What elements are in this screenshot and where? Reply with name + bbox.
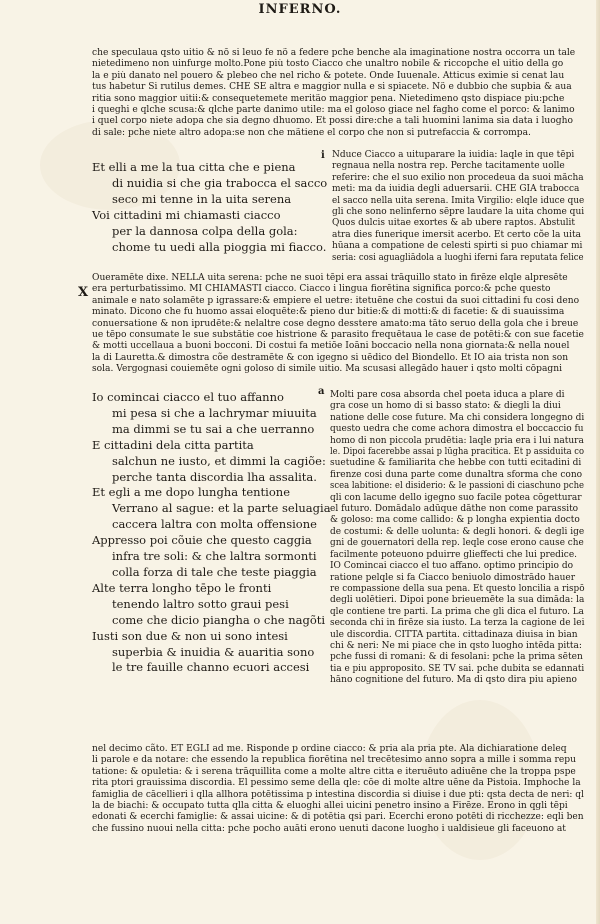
initial-marker: i <box>321 150 325 161</box>
commentary-line: IO Comincai ciacco el tuo affano. optimo principio do <box>330 561 574 572</box>
commentary-line: hāno cognitione del futuro. Ma di qsto dira piu apieno <box>330 675 577 686</box>
commentary-line: ule discordia. CITTA partita. cittadinaza diuisa in bian <box>330 629 578 640</box>
verse-line: Io comincai ciacco el tuo affanno <box>92 390 284 404</box>
commentary-line: la de biachi: & occupato tutta qlla citta & eluoghi allei uicini penetro insino a Firēze. Erono in qgli tēpi <box>92 801 568 812</box>
verse-line: salchun ne iusto, et dimmi la cagiõe: <box>112 453 326 468</box>
verse-line: Alte terra longho tēpo le fronti <box>92 580 272 595</box>
commentary-line: la e più danato nel pouero & plebeo che nel richo & potete. Onde Iuuenale. Atticus eximie si cenat lau <box>92 70 565 81</box>
verse-line: seco mi tenne in la uita serena <box>112 191 292 206</box>
commentary-line: questo uedra che come achora dimostra el boccaccio fu <box>330 424 584 435</box>
commentary-line: atra dies funerique imersit acerbo. Et certo cõe la uita <box>332 229 581 240</box>
commentary-line: tia e piu approposito. SE TV sai. pche dubita se edannati <box>330 663 585 674</box>
verse-line: ma dimmi se tu sai a che uerranno <box>112 421 315 436</box>
verse-line: per la dannosa colpa della gola: <box>112 223 298 238</box>
commentary-line: seria: cosi aguagliādola a luoghi iferni fara reputata felice <box>332 252 584 263</box>
commentary-line: conuersatione & non iprudēte:& nelaltre cose degno desstere amato:ma tāto seruo della gola che i breue <box>92 318 579 329</box>
commentary-line: sola. Vergognasi couiemēte ogni goloso di simile uitio. Ma scusasi allegādo hauer i qsto molti cōpagni <box>92 364 562 375</box>
commentary-line: el futuro. Domādalo adūque dāthe non come parassito <box>330 504 579 515</box>
margin-mark-x: X <box>78 285 89 300</box>
commentary-line: tus habetur Si rutilus demes. CHE SE altra e maggior nulla e si spiacete. Nõ e dubbio che supbia & aua <box>92 82 572 93</box>
verse-block-1 <box>92 160 327 255</box>
verse-line: Appresso poi cõuie che questo caggia <box>92 533 312 548</box>
commentary-line: de costumi: & delle uolunta: & degli honori. & degli ige <box>330 526 585 537</box>
verse-line: mi pesa si che a lachrymar miuuita <box>112 405 317 420</box>
commentary-line: suetudine & familiarita che hebbe con tutti ecitadini di <box>330 458 582 469</box>
commentary-line: gra cose un homo di si basso stato: & diegli la diui <box>330 401 561 412</box>
commentary-line: referire: che el suo exilio non procedeua da suoi măcha <box>332 172 584 183</box>
commentary-line: famiglia de cācellieri i qlla allhora potētissima p intestina discordia si diuise i due pti: qsta decta de neri: ql <box>92 789 584 800</box>
verse-line: Verrano al sague: et la parte seluagia <box>112 501 331 516</box>
commentary-line: scea labitione: el disiderio: & le passioni di ciaschuno pche <box>330 481 585 492</box>
commentary-line: ritia sono maggior uitii:& consequetemete meritão maggior pena. Nietedimeno qsto dispiace piu:pche <box>92 93 565 104</box>
commentary-line: tatione: & opuletia: & i serena trāquillita come a molte altre citta e iteruēuto adiuēne che la troppa pspe <box>92 766 576 777</box>
verse-line: E cittadini dela citta partita <box>92 437 254 452</box>
commentary-line: Oueramēte dixe. NELLA uita serena: pche ne suoi tēpi era assai trāquillo stato in firēze elqle alpresēte <box>92 273 568 283</box>
commentary-line: firenze cosi duna parte come dunaltra sforma che cono <box>330 469 583 480</box>
middle-commentary <box>92 273 584 376</box>
verse-line: Voi cittadini mi chiamasti ciacco <box>92 207 281 222</box>
commentary-line: pche fussi di romani: & di fesolani: pche la prima sēten <box>330 652 583 663</box>
verse-line: le tre fauille channo ecuori accesi <box>112 660 310 675</box>
right-commentary-2 <box>330 390 584 687</box>
verse-block-2 <box>92 390 331 676</box>
commentary-line: regnaua nella nostra rep. Perche tacitamente uolle <box>332 161 565 172</box>
page-edge <box>596 0 600 924</box>
verse-line: tenendo laltro sotto graui pesi <box>112 596 289 611</box>
verse-line: perche tanta discordia lha assalita. <box>112 469 317 484</box>
commentary-line: chi & neri: Ne mi piace che in qsto luogho intēda pitta: <box>330 640 582 651</box>
commentary-line: natione delle cose future. Ma chi considera longegno di <box>330 412 585 423</box>
commentary-line: hūana a compatione de celesti spirti si puo chiamar mi <box>332 241 583 252</box>
commentary-line: la di Lauretta.& dimostra cõe destramēte & con igegno si uēdico del Biondello. Et IO aia trista non son <box>92 352 569 363</box>
commentary-line: che fussino nuoui nella citta: pche pocho auāti erono uenuti dacone luogho i ualdisieue gli faceuono at <box>92 823 566 834</box>
commentary-line: gli che sono nelinferno sēpre laudare la uita chome qui <box>332 207 585 218</box>
verse-line: di nuidia si che gia trabocca el sacco <box>112 175 328 190</box>
verse-line: caccera laltra con molta offensione <box>112 517 317 532</box>
commentary-line: meti: ma da iuidia degli aduersarii. CHE GIA trabocca <box>332 184 580 195</box>
commentary-line: minato. Dicono che fu huomo assai eloquēte:& pieno dur bitie:& di motti:& di facetie: & di suauissima <box>92 307 565 318</box>
verse-line: Et egli a me dopo lungha tentione <box>92 485 290 500</box>
commentary-line: el sacco nella uita serena. Imita Virgilio: elqle iduce que <box>332 195 585 206</box>
commentary-line: che speculaua qsto uitio & nõ si leuo fe nõ a federe pche benche ala imaginatione nostra occorra un tale <box>92 48 576 58</box>
commentary-line: Molti pare cosa absorda chel poeta iduca a plare di <box>330 390 565 400</box>
verse-line: colla forza di tale che teste piaggia <box>112 564 317 579</box>
commentary-line: edonati & ecerchi famiglie: & assai uicine: & di potētia qsi pari. Ecerchi erono potēti di ricchezze: eqli ben <box>92 812 584 823</box>
commentary-line: & goloso: ma come callido: & p longha expientia docto <box>330 515 580 526</box>
commentary-line: era perturbatissimo. MI CHIAMASTI ciacco. Ciacco i lingua fiorētina significa porco:& pche questo <box>92 284 551 295</box>
commentary-line: li parole e da notare: che essendo la republica fiorētina nel trecētesimo anno sopra a mille i somma repu <box>92 755 576 766</box>
commentary-line: facilmente poteuono pduirre glieffecti che lui predice. <box>330 549 578 560</box>
commentary-line: i queghi e qlche scusa:& qlche parte danimo utile: ma el goloso giace nel fagho come el porco: & lanimo <box>92 105 575 116</box>
commentary-line: homo di non piccola prudētia: laqle pria era i lui natura <box>330 435 584 446</box>
commentary-line: ue tēpo consumate le sue substātie coe histrione & parasito frequētaua le case de potēti:& con sue facetie <box>92 330 584 341</box>
commentary-line: Nduce Ciacco a uituparare la iuidia: laqle in que tēpi <box>332 150 575 160</box>
commentary-line: Quos dulcis uitae exortes & ab ubere raptos. Abstulit <box>332 218 575 229</box>
commentary-line: & motti uccellaua a buoni bocconi. Di costui fa metiōe Ioāni boccacio nella nona giornata:& nella nouel <box>92 341 570 352</box>
verse-line: infra tre soli: & che laltra sormonti <box>112 549 317 564</box>
commentary-line: re compassione della sua pena. Et questo loncilia a rispō <box>330 583 585 594</box>
commentary-line: degli uolētieri. Dipoi pone brieuemēte la sua dimāda: la <box>330 595 585 606</box>
initial-marker: a <box>318 386 325 397</box>
commentary-line: gni de gouernatori della rep. leqle cose erono cause che <box>330 538 584 549</box>
verse-line: Iusti son due & non ui sono intesi <box>92 628 288 643</box>
commentary-line: animale e nato solamēte p igrassare:& empiere el uetre: itetuēne che costui da suoi cittadini fu cosi deno <box>92 295 580 306</box>
commentary-line: ratione pelqle si fa Ciacco beniuolo dimostrādo hauer <box>330 572 576 583</box>
top-commentary <box>92 48 584 139</box>
commentary-line: nel decimo cãto. ET EGLI ad me. Risponde p ordine ciacco: & pria ala pria pte. Ala dichiaratione deleq <box>92 744 567 754</box>
commentary-line: di sale: pche niete altro adopa:se non che mãtiene el corpo che non si putrefaccia & corrompa. <box>92 127 531 138</box>
running-title: INFERNO. <box>258 2 342 17</box>
verse-line: chome tu uedi alla pioggia mi fiacco. <box>112 239 327 254</box>
commentary-line: qli con lacume dello igegno suo facile potea cōgetturar <box>330 492 582 503</box>
verse-line: Et elli a me la tua citta che e piena <box>92 160 296 174</box>
commentary-line: qle contiene tre parti. La prima che gli dica el futuro. La <box>330 606 584 617</box>
commentary-line: le. Dipoi facerebbe assai p lūgha pracitica. Et p assiduita co <box>330 447 584 458</box>
commentary-line: rita ptori grauissima discordia. El pessimo seme della qle: cōe di molte altre uēne da Pistoia. Imphoche la <box>92 778 581 789</box>
commentary-line: seconda chi in firēze sia iusto. La terza la cagione de lei <box>330 618 585 629</box>
verse-line: come che dicio piangha o che nagõti <box>112 612 326 627</box>
commentary-line: nietedimeno non uinfurge molto.Pone più tosto Ciacco che unaltro nobile & riccopche el uitio della go <box>92 59 564 70</box>
commentary-line: i quel corpo niete adopa che sia degno dhuomo. Et possi dire:che a tali huomini lanima sia data i luogho <box>92 116 573 127</box>
verse-line: superbia & inuidia & auaritia sono <box>112 644 315 659</box>
right-commentary-1 <box>332 150 584 264</box>
bottom-commentary <box>92 744 584 835</box>
